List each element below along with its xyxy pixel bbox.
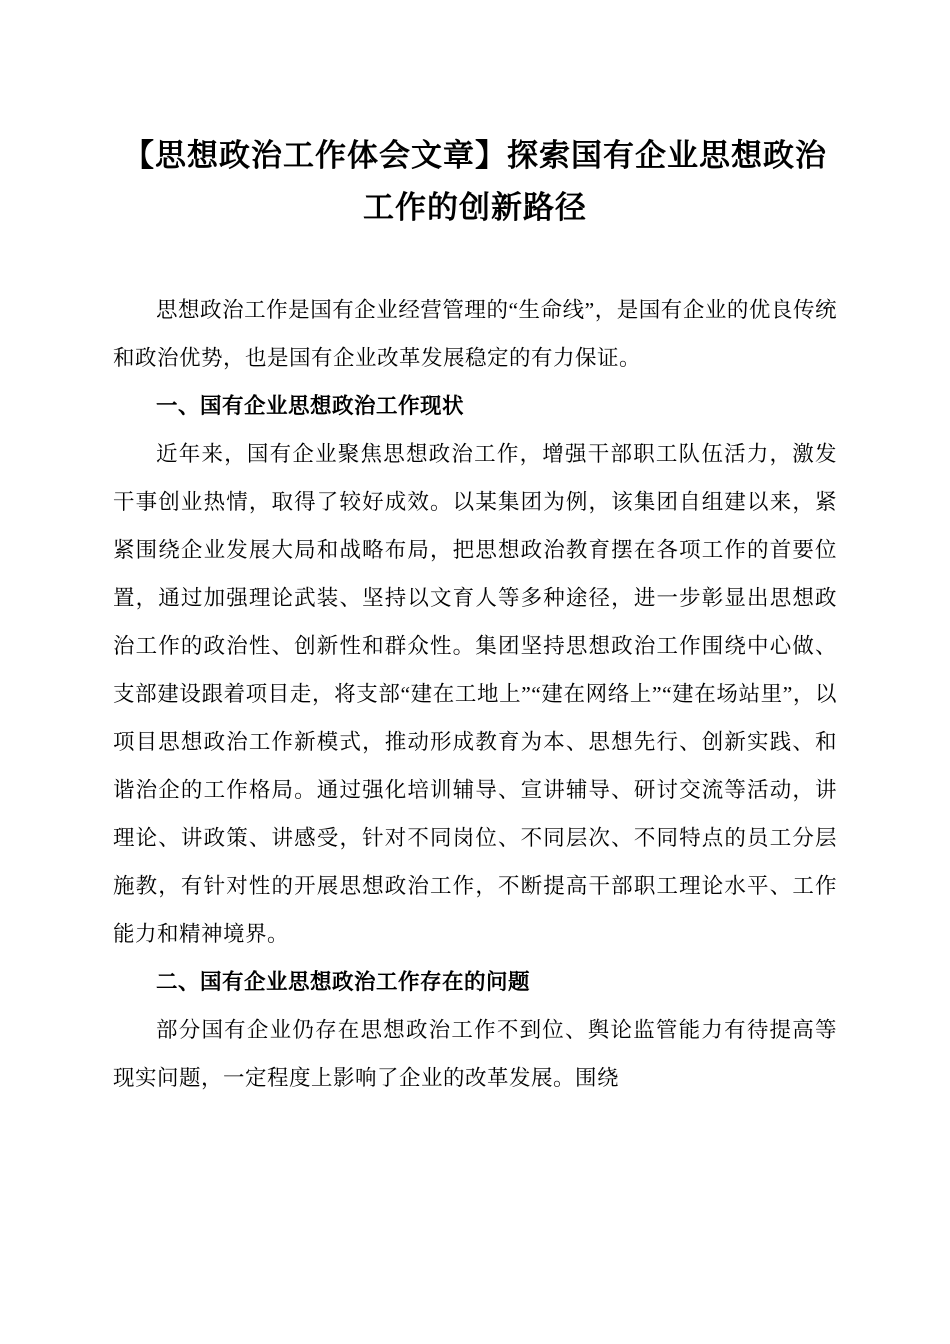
document-title: 【思想政治工作体会文章】探索国有企业思想政治工作的创新路径 xyxy=(123,138,827,225)
section-heading-2: 二、国有企业思想政治工作存在的问题 xyxy=(156,970,531,994)
section-heading-1: 一、国有企业思想政治工作现状 xyxy=(156,394,465,418)
paragraph-section-2-body: 部分国有企业仍存在思想政治工作不到位、舆论监管能力有待提高等现实问题，一定程度上影响了企业的改革发展。围绕 xyxy=(113,1018,837,1090)
paragraph-intro: 思想政治工作是国有企业经营管理的“生命线”，是国有企业的优良传统和政治优势，也是国有企业改革发展稳定的有力保证。 xyxy=(113,298,837,370)
paragraph-section-1-body: 近年来，国有企业聚焦思想政治工作，增强干部职工队伍活力，激发干事创业热情，取得了较好成效。以某集团为例，该集团自组建以来，紧紧围绕企业发展大局和战略布局，把思想政治教育摆在各项工作的首要位置，通过加强理论武装、坚持以文育人等多种途径，进一步彰显出思想政治工作的政治性、创新性和群众性。集团坚持思想政治工作围绕中心做、支部建设跟着项目走，将支部“建在工地上”“建在网络上”“建在场站里”，以项目思想政治工作新模式，推动形成教育为本、思想先行、创新实践、和谐治企的工作格局。通过强化培训辅导、宣讲辅导、研讨交流等活动，讲理论、讲政策、讲感受，针对不同岗位、不同层次、不同特点的员工分层施教，有针对性的开展思想政治工作，不断提高干部职工理论水平、工作能力和精神境界。 xyxy=(113,442,837,946)
